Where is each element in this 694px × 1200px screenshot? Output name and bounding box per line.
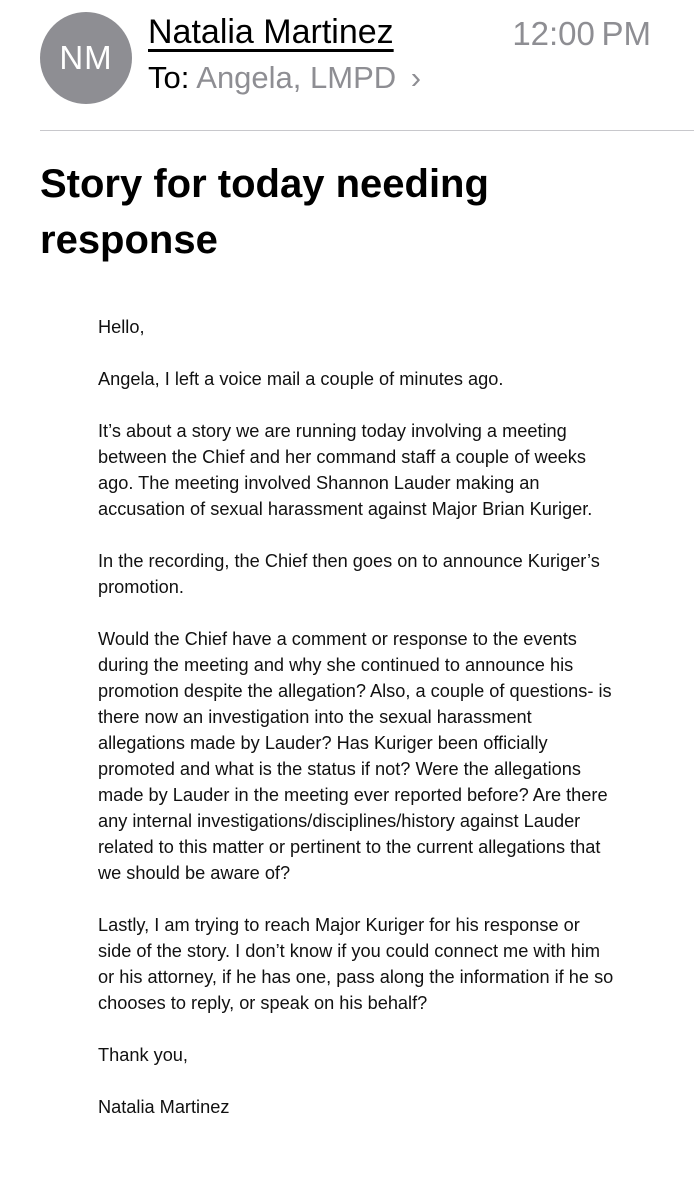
body-paragraph: Thank you, — [98, 1045, 188, 1065]
recipients-list[interactable]: Angela, LMPD — [196, 60, 397, 95]
header-divider — [40, 130, 694, 131]
body-paragraph: Lastly, I am trying to reach Major Kuriger for his response or side of the story. I don’t know if you could connect me with him or his attorney, if he has one, pass along the information if he so chooses to reply, or speak on his behalf? — [98, 915, 614, 1013]
recipients-row[interactable] — [148, 58, 421, 98]
to-label: To: — [148, 60, 190, 95]
email-body — [98, 314, 618, 1146]
chevron-right-icon[interactable]: › — [410, 60, 422, 95]
sender-avatar[interactable] — [40, 12, 132, 104]
signature-name: Natalia Martinez — [98, 1097, 230, 1117]
email-header — [0, 0, 694, 130]
body-paragraph: Angela, I left a voice mail a couple of minutes ago. — [98, 369, 504, 389]
body-paragraph: Would the Chief have a comment or response to the events during the meeting and why she continued to announce his promotion despite the allegation? Also, a couple of questions- is there now an investigation into the sexual harassment allegations made by Lauder? Has Kuriger been officially promoted and what is the status if not? Were the allegations made by Lauder in the meeting ever reported before? Are there any internal investigations/disciplines/history against Lauder related to this matter or pertinent to the current allegations that we should be aware of? — [98, 629, 612, 883]
timestamp: 12:00 PM — [512, 15, 651, 52]
email-subject: Story for today needing response — [40, 162, 489, 262]
sender-name[interactable]: Natalia Martinez — [148, 13, 394, 51]
body-paragraph: Hello, — [98, 317, 145, 337]
body-paragraph: It’s about a story we are running today involving a meeting between the Chief and her command staff a couple of weeks ago. The meeting involved Shannon Lauder making an accusation of sexual harassment against Major Brian Kuriger. — [98, 421, 593, 519]
avatar-initials: NM — [59, 39, 113, 76]
body-paragraph: In the recording, the Chief then goes on to announce Kuriger’s promotion. — [98, 551, 600, 597]
